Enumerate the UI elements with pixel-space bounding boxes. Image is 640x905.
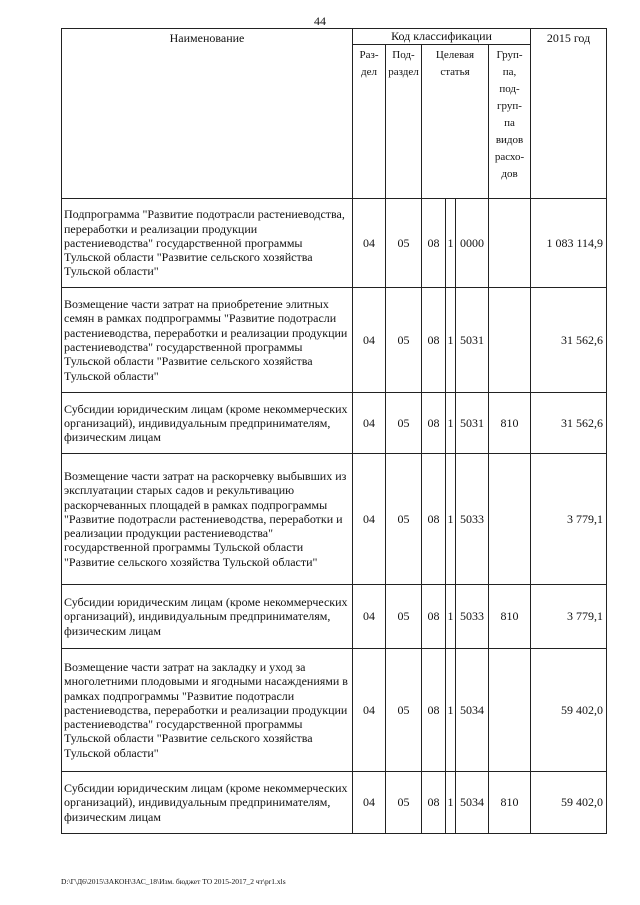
row-target-code: 5033 <box>456 585 489 649</box>
page-number: 44 <box>314 14 326 28</box>
row-podrazdel: 05 <box>386 199 422 288</box>
row-target-program: 08 <box>422 772 446 834</box>
row-podrazdel: 05 <box>386 772 422 834</box>
row-name: Подпрограмма "Развитие подотрасли растениеводства, переработки и реализации продукции растениеводства" государственной программы Тульской области "Развитие сельского хозяйства Тульской области" <box>62 199 353 288</box>
row-target-sub: 1 <box>446 288 456 393</box>
header-target-label: Целевая статья <box>435 49 475 78</box>
header-group-label: Груп- па, под- груп- па видов расхо- дов <box>494 49 525 180</box>
row-name: Субсидии юридическим лицам (кроме некоммерческих организаций), индивидуальным предпринимателям, физическим лицам <box>62 772 353 834</box>
row-target-sub: 1 <box>446 649 456 772</box>
row-target-program: 08 <box>422 288 446 393</box>
row-razdel: 04 <box>353 454 386 585</box>
row-expense-type: 810 <box>489 393 531 454</box>
header-target <box>422 45 489 199</box>
row-target-code: 0000 <box>456 199 489 288</box>
row-target-program: 08 <box>422 393 446 454</box>
header-row-1 <box>62 29 607 45</box>
row-target-code: 5031 <box>456 393 489 454</box>
row-razdel: 04 <box>353 585 386 649</box>
row-target-sub: 1 <box>446 393 456 454</box>
row-amount: 3 779,1 <box>531 454 607 585</box>
row-razdel: 04 <box>353 772 386 834</box>
header-section-label: Раз- дел <box>359 49 379 78</box>
row-name: Возмещение части затрат на приобретение элитных семян в рамках подпрограммы "Развитие подотрасли растениеводства, переработки и реализации продукции растениеводства" государственной программы Тульской области "Развитие сельского хозяйства Тульской области" <box>62 288 353 393</box>
row-target-program: 08 <box>422 454 446 585</box>
row-expense-type: 810 <box>489 772 531 834</box>
row-podrazdel: 05 <box>386 454 422 585</box>
row-amount: 31 562,6 <box>531 288 607 393</box>
row-amount: 59 402,0 <box>531 649 607 772</box>
row-target-program: 08 <box>422 585 446 649</box>
row-target-sub: 1 <box>446 199 456 288</box>
table-row <box>62 288 607 393</box>
row-target-code: 5031 <box>456 288 489 393</box>
table-row <box>62 454 607 585</box>
row-expense-type <box>489 288 531 393</box>
header-subsection <box>386 45 422 199</box>
row-expense-type <box>489 199 531 288</box>
row-amount: 3 779,1 <box>531 585 607 649</box>
header-group <box>489 45 531 199</box>
budget-table <box>61 28 607 834</box>
row-amount: 1 083 114,9 <box>531 199 607 288</box>
table-row <box>62 649 607 772</box>
row-razdel: 04 <box>353 393 386 454</box>
row-target-code: 5033 <box>456 454 489 585</box>
header-classification: Код классификации <box>353 29 531 45</box>
row-target-program: 08 <box>422 649 446 772</box>
row-name: Субсидии юридическим лицам (кроме некоммерческих организаций), индивидуальным предпринимателям, физическим лицам <box>62 393 353 454</box>
row-target-sub: 1 <box>446 454 456 585</box>
header-year: 2015 год <box>531 29 607 199</box>
table-row <box>62 585 607 649</box>
row-expense-type <box>489 454 531 585</box>
row-target-sub: 1 <box>446 585 456 649</box>
row-podrazdel: 05 <box>386 649 422 772</box>
row-expense-type: 810 <box>489 585 531 649</box>
row-razdel: 04 <box>353 199 386 288</box>
row-podrazdel: 05 <box>386 393 422 454</box>
row-target-code: 5034 <box>456 772 489 834</box>
row-expense-type <box>489 649 531 772</box>
table-row <box>62 199 607 288</box>
row-target-sub: 1 <box>446 772 456 834</box>
row-razdel: 04 <box>353 649 386 772</box>
file-path-footer: D:\Г\Д6\2015\ЗАКОН\ЗАС_18\Изм. бюджет ТО 2015-2017_2 чт\pr1.xls <box>61 877 286 886</box>
row-name: Субсидии юридическим лицам (кроме некоммерческих организаций), индивидуальным предпринимателям, физическим лицам <box>62 585 353 649</box>
row-podrazdel: 05 <box>386 288 422 393</box>
header-name: Наименование <box>62 29 353 199</box>
row-target-program: 08 <box>422 199 446 288</box>
row-name: Возмещение части затрат на закладку и уход за многолетними плодовыми и ягодными насаждениями в рамках подпрограммы "Развитие подотрасли растениеводства, переработки и реализации продукции растениеводства" государственной программы Тульской области "Развитие сельского хозяйства Тульской области" <box>62 649 353 772</box>
table-row <box>62 772 607 834</box>
row-razdel: 04 <box>353 288 386 393</box>
row-amount: 31 562,6 <box>531 393 607 454</box>
table-row <box>62 393 607 454</box>
row-target-code: 5034 <box>456 649 489 772</box>
row-name: Возмещение части затрат на раскорчевку выбывших из эксплуатации старых садов и рекультивацию раскорчеванных площадей в рамках подпрограммы "Развитие подотрасли растениеводства, переработки и реализации продукции растениеводства" государственной программы Тульской области "Развитие сельского хозяйства Тульской области" <box>62 454 353 585</box>
row-amount: 59 402,0 <box>531 772 607 834</box>
row-podrazdel: 05 <box>386 585 422 649</box>
header-section <box>353 45 386 199</box>
header-subsection-label: Под- раздел <box>388 49 419 78</box>
